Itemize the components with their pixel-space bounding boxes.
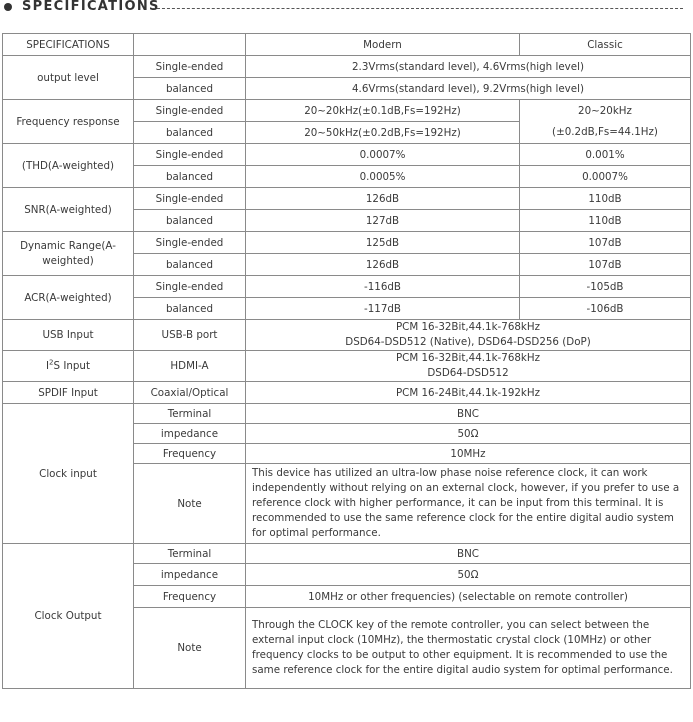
acr-bal-classic: -106dB bbox=[520, 298, 691, 320]
sub-label: Single-ended bbox=[134, 276, 246, 298]
freq-classic-line1: 20~20kHz bbox=[578, 104, 632, 117]
usb-line2: DSD64-DSD512 (Native), DSD64-DSD256 (DoP) bbox=[345, 336, 591, 348]
sub-label: Note bbox=[134, 464, 246, 544]
acr-se-classic: -105dB bbox=[520, 276, 691, 298]
usb-input-label: USB Input bbox=[3, 320, 134, 351]
usb-port: USB-B port bbox=[134, 320, 246, 351]
bullet-icon bbox=[4, 3, 12, 11]
clock-out-frequency: 10MHz or other frequencies) (selectable on remote controller) bbox=[246, 586, 691, 608]
sub-label: impedance bbox=[134, 564, 246, 586]
table-row bbox=[3, 320, 691, 351]
clock-out-note: Through the CLOCK key of the remote controller, you can select between the external input clock (10MHz), the thermostatic crystal clock (10MHz) or other frequency clocks to be output to other equipment. It is recommended to use the same reference clock for the entire digital audio system for optimal performance. bbox=[246, 608, 691, 689]
sub-label: Terminal bbox=[134, 544, 246, 564]
section-title: SPECIFICATIONS bbox=[22, 0, 160, 14]
table-header-row bbox=[3, 34, 691, 56]
sub-label: Single-ended bbox=[134, 100, 246, 122]
snr-bal-classic: 110dB bbox=[520, 210, 691, 232]
dynamic-range-label bbox=[3, 232, 134, 276]
clock-in-impedance: 50Ω bbox=[246, 424, 691, 444]
acr-label: ACR(A-weighted) bbox=[3, 276, 134, 320]
clock-in-note: This device has utilized an ultra-low phase noise reference clock, it can work independently without relying on an external clock, however, if you prefer to use a reference clock with higher performance, it can be input from this terminal. It is recommended to use the same reference clock for the entire digital audio system for optimal performance. bbox=[246, 464, 691, 544]
dyn-se-classic: 107dB bbox=[520, 232, 691, 254]
table-row bbox=[3, 232, 691, 254]
table-row bbox=[3, 351, 691, 382]
clock-output-label: Clock Output bbox=[3, 544, 134, 689]
output-level-bal-value: 4.6Vrms(standard level), 9.2Vrms(high level) bbox=[246, 78, 691, 100]
clock-out-terminal: BNC bbox=[246, 544, 691, 564]
dynamic-range-label-line1: Dynamic Range(A- bbox=[20, 239, 116, 252]
clock-in-terminal: BNC bbox=[246, 404, 691, 424]
sub-label: balanced bbox=[134, 166, 246, 188]
dyn-se-modern: 125dB bbox=[246, 232, 520, 254]
header-modern: Modern bbox=[246, 34, 520, 56]
spdif-port: Coaxial/Optical bbox=[134, 382, 246, 404]
freq-classic-line2: (±0.2dB,Fs=44.1Hz) bbox=[552, 125, 658, 138]
section-header bbox=[0, 0, 693, 18]
sub-label: balanced bbox=[134, 122, 246, 144]
sub-label: impedance bbox=[134, 424, 246, 444]
sub-label: balanced bbox=[134, 298, 246, 320]
dashed-rule bbox=[152, 8, 683, 9]
freq-classic bbox=[520, 100, 691, 144]
usb-line1: PCM 16-32Bit,44.1k-768kHz bbox=[395, 321, 541, 333]
sub-label: balanced bbox=[134, 210, 246, 232]
i2s-line2: DSD64-DSD512 bbox=[427, 367, 509, 379]
dyn-bal-classic: 107dB bbox=[520, 254, 691, 276]
acr-se-modern: -116dB bbox=[246, 276, 520, 298]
thd-bal-modern: 0.0005% bbox=[246, 166, 520, 188]
dynamic-range-label-line2: weighted) bbox=[42, 254, 94, 267]
table-row bbox=[3, 382, 691, 404]
i2s-line1: PCM 16-32Bit,44.1k-768kHz bbox=[395, 352, 541, 364]
header-classic: Classic bbox=[520, 34, 691, 56]
thd-se-classic: 0.001% bbox=[520, 144, 691, 166]
snr-label: SNR(A-weighted) bbox=[3, 188, 134, 232]
snr-se-modern: 126dB bbox=[246, 188, 520, 210]
clock-out-impedance: 50Ω bbox=[246, 564, 691, 586]
i2s-value bbox=[246, 351, 691, 382]
table-row bbox=[3, 144, 691, 166]
specifications-table bbox=[2, 33, 691, 689]
header-specifications: SPECIFICATIONS bbox=[3, 34, 134, 56]
thd-bal-classic: 0.0007% bbox=[520, 166, 691, 188]
snr-se-classic: 110dB bbox=[520, 188, 691, 210]
clock-in-frequency: 10MHz bbox=[246, 444, 691, 464]
spdif-value: PCM 16-24Bit,44.1k-192kHz bbox=[246, 382, 691, 404]
table-row bbox=[3, 544, 691, 564]
sub-label: Single-ended bbox=[134, 232, 246, 254]
sub-label: Frequency bbox=[134, 586, 246, 608]
spdif-input-label: SPDIF Input bbox=[3, 382, 134, 404]
sub-label: balanced bbox=[134, 254, 246, 276]
table-row bbox=[3, 188, 691, 210]
thd-se-modern: 0.0007% bbox=[246, 144, 520, 166]
thd-label: (THD(A-weighted) bbox=[3, 144, 134, 188]
acr-bal-modern: -117dB bbox=[246, 298, 520, 320]
table-row bbox=[3, 404, 691, 424]
dyn-bal-modern: 126dB bbox=[246, 254, 520, 276]
output-level-label: output level bbox=[3, 56, 134, 100]
sub-label: balanced bbox=[134, 78, 246, 100]
output-level-se-value: 2.3Vrms(standard level), 4.6Vrms(high level) bbox=[246, 56, 691, 78]
i2s-port: HDMI-A bbox=[134, 351, 246, 382]
sub-label: Single-ended bbox=[134, 144, 246, 166]
clock-input-label: Clock input bbox=[3, 404, 134, 544]
frequency-response-label: Frequency response bbox=[3, 100, 134, 144]
sub-label: Terminal bbox=[134, 404, 246, 424]
table-row bbox=[3, 100, 691, 122]
snr-bal-modern: 127dB bbox=[246, 210, 520, 232]
header-blank bbox=[134, 34, 246, 56]
sub-label: Note bbox=[134, 608, 246, 689]
sub-label: Single-ended bbox=[134, 56, 246, 78]
sub-label: Frequency bbox=[134, 444, 246, 464]
freq-modern-se: 20~20kHz(±0.1dB,Fs=192Hz) bbox=[246, 100, 520, 122]
freq-modern-bal: 20~50kHz(±0.2dB,Fs=192Hz) bbox=[246, 122, 520, 144]
usb-value bbox=[246, 320, 691, 351]
sub-label: Single-ended bbox=[134, 188, 246, 210]
table-row bbox=[3, 56, 691, 78]
table-row bbox=[3, 276, 691, 298]
i2s-input-label: $I^2S$ Input bbox=[3, 351, 134, 382]
